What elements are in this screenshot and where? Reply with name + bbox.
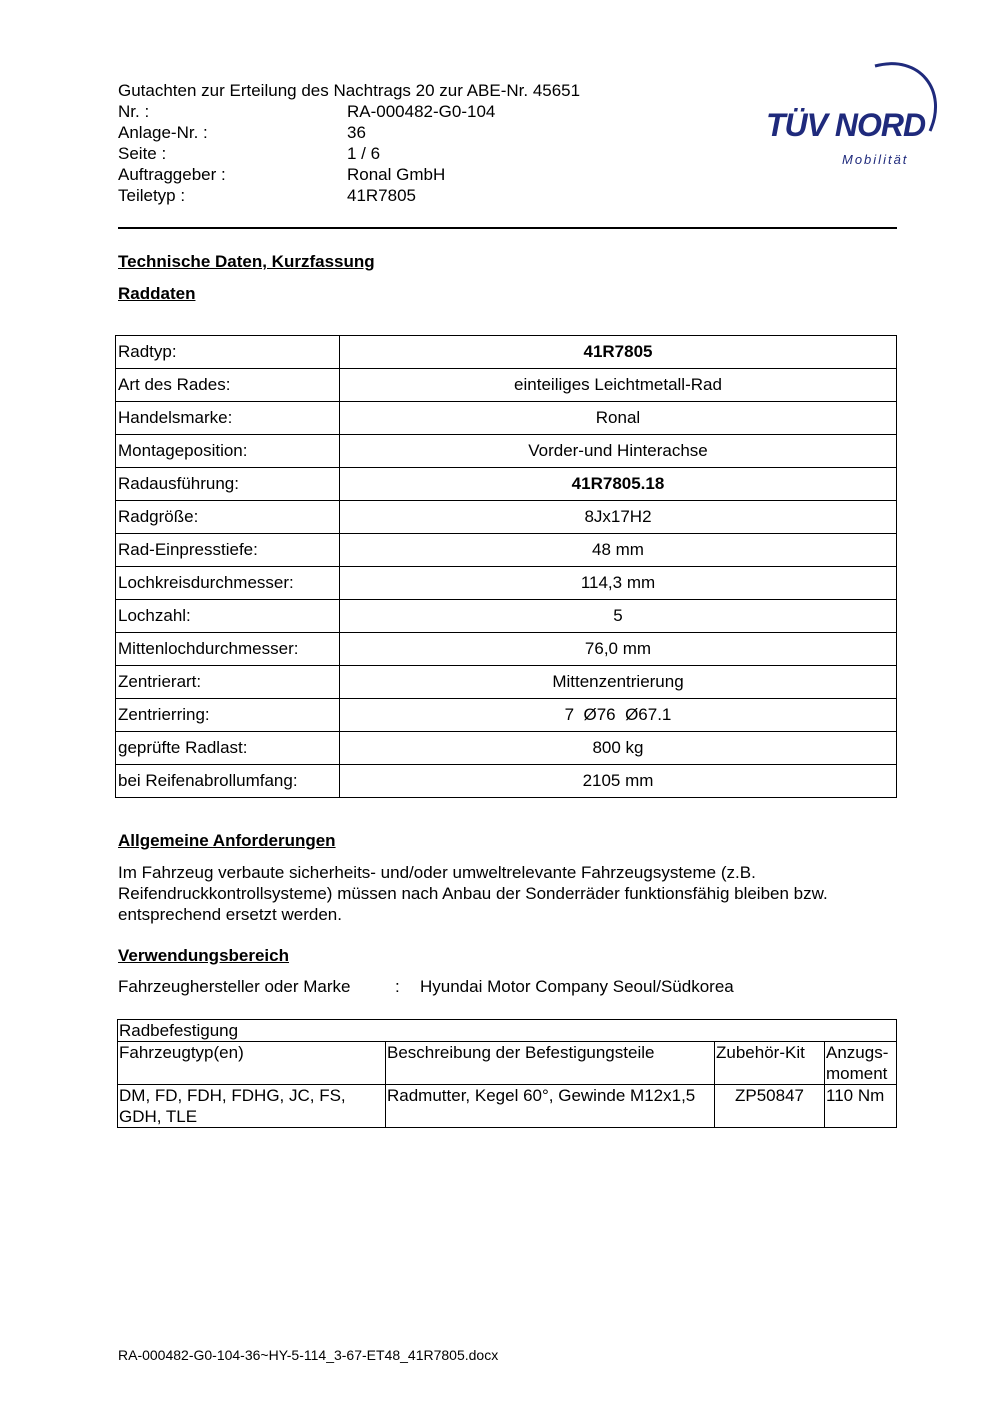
row-key: Rad-Einpresstiefe:	[116, 534, 340, 567]
table-row	[118, 1085, 897, 1128]
raddaten-table	[115, 335, 897, 798]
row-key: Zentrierring:	[116, 699, 340, 732]
row-value: 41R7805.18	[340, 468, 897, 501]
row-value: 48 mm	[340, 534, 897, 567]
row-key: Lochkreisdurchmesser:	[116, 567, 340, 600]
table-row	[116, 567, 897, 600]
row-value: 41R7805	[340, 336, 897, 369]
row-value: Mittenzentrierung	[340, 666, 897, 699]
row-key: geprüfte Radlast:	[116, 732, 340, 765]
heading-allgemeine-anforderungen: Allgemeine Anforderungen	[118, 831, 336, 850]
row-key: Mittenlochdurchmesser:	[116, 633, 340, 666]
row-key: Radausführung:	[116, 468, 340, 501]
row-value: 800 kg	[340, 732, 897, 765]
table-row	[118, 1020, 897, 1042]
verwendung-value: Hyundai Motor Company Seoul/Südkorea	[420, 977, 734, 996]
row-value: einteiliges Leichtmetall-Rad	[340, 369, 897, 402]
document-header	[118, 80, 580, 206]
logo-sub: Mobilität	[842, 152, 909, 167]
header-label: Nr. :	[118, 102, 150, 121]
header-label: Seite :	[118, 144, 167, 163]
header-value: 36	[347, 123, 366, 142]
verwendung-label: Fahrzeughersteller oder Marke	[118, 977, 351, 996]
table-row	[116, 336, 897, 369]
table-row	[116, 765, 897, 798]
row-value: 5	[340, 600, 897, 633]
header-label: Anlage-Nr. :	[118, 123, 208, 142]
header-row-auftraggeber	[118, 164, 580, 185]
table-header-row	[118, 1042, 897, 1085]
footer-filename: RA-000482-G0-104-36~HY-5-114_3-67-ET48_41R7805.docx	[118, 1347, 499, 1363]
row-key: Zentrierart:	[116, 666, 340, 699]
table-row	[116, 600, 897, 633]
column-header: Anzugs-moment	[825, 1042, 897, 1085]
table-row	[116, 369, 897, 402]
header-divider	[118, 227, 897, 229]
heading-verwendungsbereich: Verwendungsbereich	[118, 946, 289, 965]
row-key: Radgröße:	[116, 501, 340, 534]
verwendung-separator: :	[395, 977, 400, 996]
tuv-nord-logo	[760, 56, 945, 174]
row-value: 2105 mm	[340, 765, 897, 798]
table-row	[116, 402, 897, 435]
table-cell: Radmutter, Kegel 60°, Gewinde M12x1,5	[386, 1085, 715, 1128]
table-row	[116, 732, 897, 765]
row-key: Radtyp:	[116, 336, 340, 369]
header-row-nr	[118, 101, 580, 122]
table-cell: ZP50847	[715, 1085, 825, 1128]
header-value: 41R7805	[347, 186, 417, 205]
row-value: 7 Ø76 Ø67.1	[340, 699, 897, 732]
logo-brand: TÜV NORD	[766, 107, 926, 143]
row-key: Lochzahl:	[116, 600, 340, 633]
verwendung-line	[118, 977, 734, 997]
table-row	[116, 699, 897, 732]
row-value: Vorder-und Hinterachse	[340, 435, 897, 468]
table-cell: 110 Nm	[825, 1085, 897, 1128]
heading-technische-daten: Technische Daten, Kurzfassung	[118, 252, 375, 271]
row-value: 114,3 mm	[340, 567, 897, 600]
table-row	[116, 633, 897, 666]
befestigung-table	[117, 1019, 897, 1128]
header-label: Auftraggeber :	[118, 165, 226, 184]
table-row	[116, 501, 897, 534]
column-header: Beschreibung der Befestigungsteile	[386, 1042, 715, 1085]
table-row	[116, 435, 897, 468]
header-value: 1 / 6	[347, 144, 381, 163]
row-key: Montageposition:	[116, 435, 340, 468]
row-key: bei Reifenabrollumfang:	[116, 765, 340, 798]
row-key: Art des Rades:	[116, 369, 340, 402]
befestigung-title: Radbefestigung	[118, 1020, 897, 1042]
table-cell: DM, FD, FDH, FDHG, JC, FS, GDH, TLE	[118, 1085, 386, 1128]
header-row-seite	[118, 143, 580, 164]
row-key: Handelsmarke:	[116, 402, 340, 435]
header-value: RA-000482-G0-104	[347, 102, 496, 121]
allgemeine-text: Im Fahrzeug verbaute sicherheits- und/oder umweltrelevante Fahrzeugsysteme (z.B. Reifendruckkontrollsysteme) müssen nach Anbau der Sonderräder funktionsfähig bleiben bzw. entsprechend ersetzt werden.	[118, 863, 828, 924]
heading-raddaten: Raddaten	[118, 284, 196, 303]
header-row-teiletyp	[118, 185, 580, 206]
header-row-anlage	[118, 122, 580, 143]
row-value: 8Jx17H2	[340, 501, 897, 534]
document-title: Gutachten zur Erteilung des Nachtrags 20 zur ABE-Nr. 45651	[118, 81, 581, 100]
table-row	[116, 468, 897, 501]
table-row	[116, 666, 897, 699]
row-value: Ronal	[340, 402, 897, 435]
header-value: Ronal GmbH	[347, 165, 446, 184]
column-header: Fahrzeugtyp(en)	[118, 1042, 386, 1085]
row-value: 76,0 mm	[340, 633, 897, 666]
header-label: Teiletyp :	[118, 186, 186, 205]
column-header: Zubehör-Kit	[715, 1042, 825, 1085]
table-row	[116, 534, 897, 567]
